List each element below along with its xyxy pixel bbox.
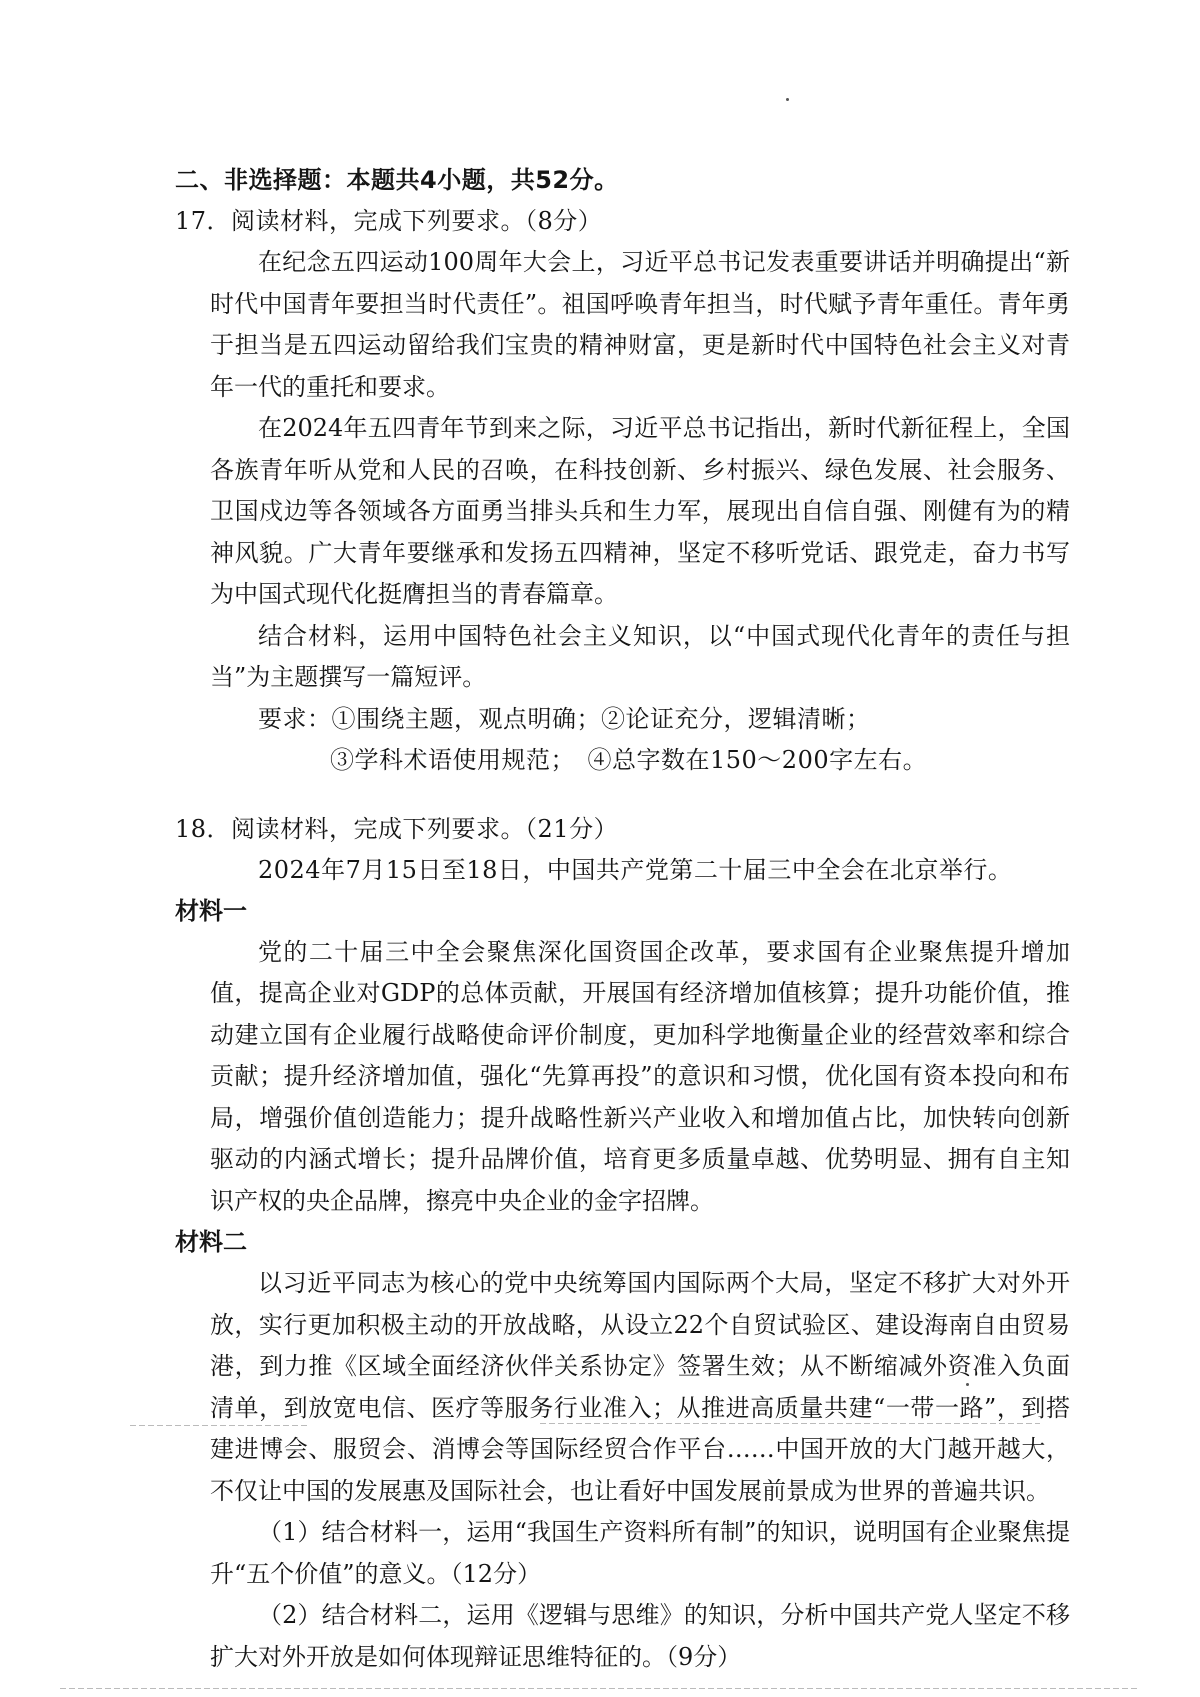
q17-requirements-line-2: ③学科术语使用规范； ④总字数在150～200字左右。 [330, 745, 928, 774]
scan-artifact-line [60, 1688, 1140, 1689]
exam-content [175, 160, 1070, 1678]
q17-paragraph-3: 结合材料，运用中国特色社会主义知识，以“中国式现代化青年的责任与担当”为主题撰写一篇短评。 [210, 621, 1070, 691]
q17-paragraph-1: 在纪念五四运动100周年大会上，习近平总书记发表重要讲话并明确提出“新时代中国青年要担当时代责任”。祖国呼唤青年担当，时代赋予青年重任。青年勇于担当是五四运动留给我们宝贵的精神财富，更是新时代中国特色社会主义对青年一代的重托和要求。 [210, 248, 1070, 401]
question-17-title: 17．阅读材料，完成下列要求。（8分） [175, 207, 603, 235]
scan-speck [786, 98, 789, 101]
spacer [210, 781, 1070, 809]
q18-sub-question-2: （2）结合材料二，运用《逻辑与思维》的知识，分析中国共产党人坚定不移扩大对外开放是如何体现辩证思维特征的。（9分） [210, 1601, 1070, 1671]
material-2-label: 材料二 [175, 1228, 247, 1256]
q18-intro: 2024年7月15日至18日，中国共产党第二十届三中全会在北京举行。 [258, 855, 1013, 884]
q17-requirements-line-1: 要求：①围绕主题，观点明确；②论证充分，逻辑清晰； [258, 704, 871, 733]
question-18-title: 18．阅读材料，完成下列要求。（21分） [175, 814, 619, 843]
material-1-text: 党的二十届三中全会聚焦深化国资国企改革，要求国有企业聚焦提升增加值，提高企业对GDP的总体贡献，开展国有经济增加值核算；提升功能价值，推动建立国有企业履行战略使命评价制度，更加科学地衡量企业的经营效率和综合贡献；提升经济增加值，强化“先算再投”的意识和习惯，优化国有资本投向和布局，增强价值创造能力；提升战略性新兴产业收入和增加值占比，加快转向创新驱动的内涵式增长；提升品牌价值，培育更多质量卓越、优势明显、拥有自主知识产权的央企品牌，擦亮中央企业的金字招牌。 [210, 937, 1070, 1215]
material-2-text: 以习近平同志为核心的党中央统筹国内国际两个大局，坚定不移扩大对外开放，实行更加积极主动的开放战略，从设立22个自贸试验区、建设海南自由贸易港，到力推《区域全面经济伙伴关系协定》签署生效；从不断缩减外资准入负面清单，到放宽电信、医疗等服务行业准入；从推进高质量共建“一带一路”，到搭建进博会、服贸会、消博会等国际经贸合作平台……中国开放的大门越开越大，不仅让中国的发展惠及国际社会，也让看好中国发展前景成为世界的普遍共识。 [210, 1269, 1070, 1505]
section-header: 二、非选择题：本题共4小题，共52分。 [175, 166, 619, 194]
q18-sub-question-1: （1）结合材料一，运用“我国生产资料所有制”的知识，说明国有企业聚焦提升“五个价值”的意义。（12分） [210, 1518, 1070, 1588]
material-1-label: 材料一 [175, 896, 247, 925]
q17-paragraph-2: 在2024年五四青年节到来之际，习近平总书记指出，新时代新征程上，全国各族青年听从党和人民的召唤，在科技创新、乡村振兴、绿色发展、社会服务、卫国戍边等各领域各方面勇当排头兵和生力军，展现出自信自强、刚健有为的精神风貌。广大青年要继承和发扬五四精神，坚定不移听党话、跟党走，奋力书写为中国式现代化挺膺担当的青春篇章。 [210, 414, 1070, 608]
